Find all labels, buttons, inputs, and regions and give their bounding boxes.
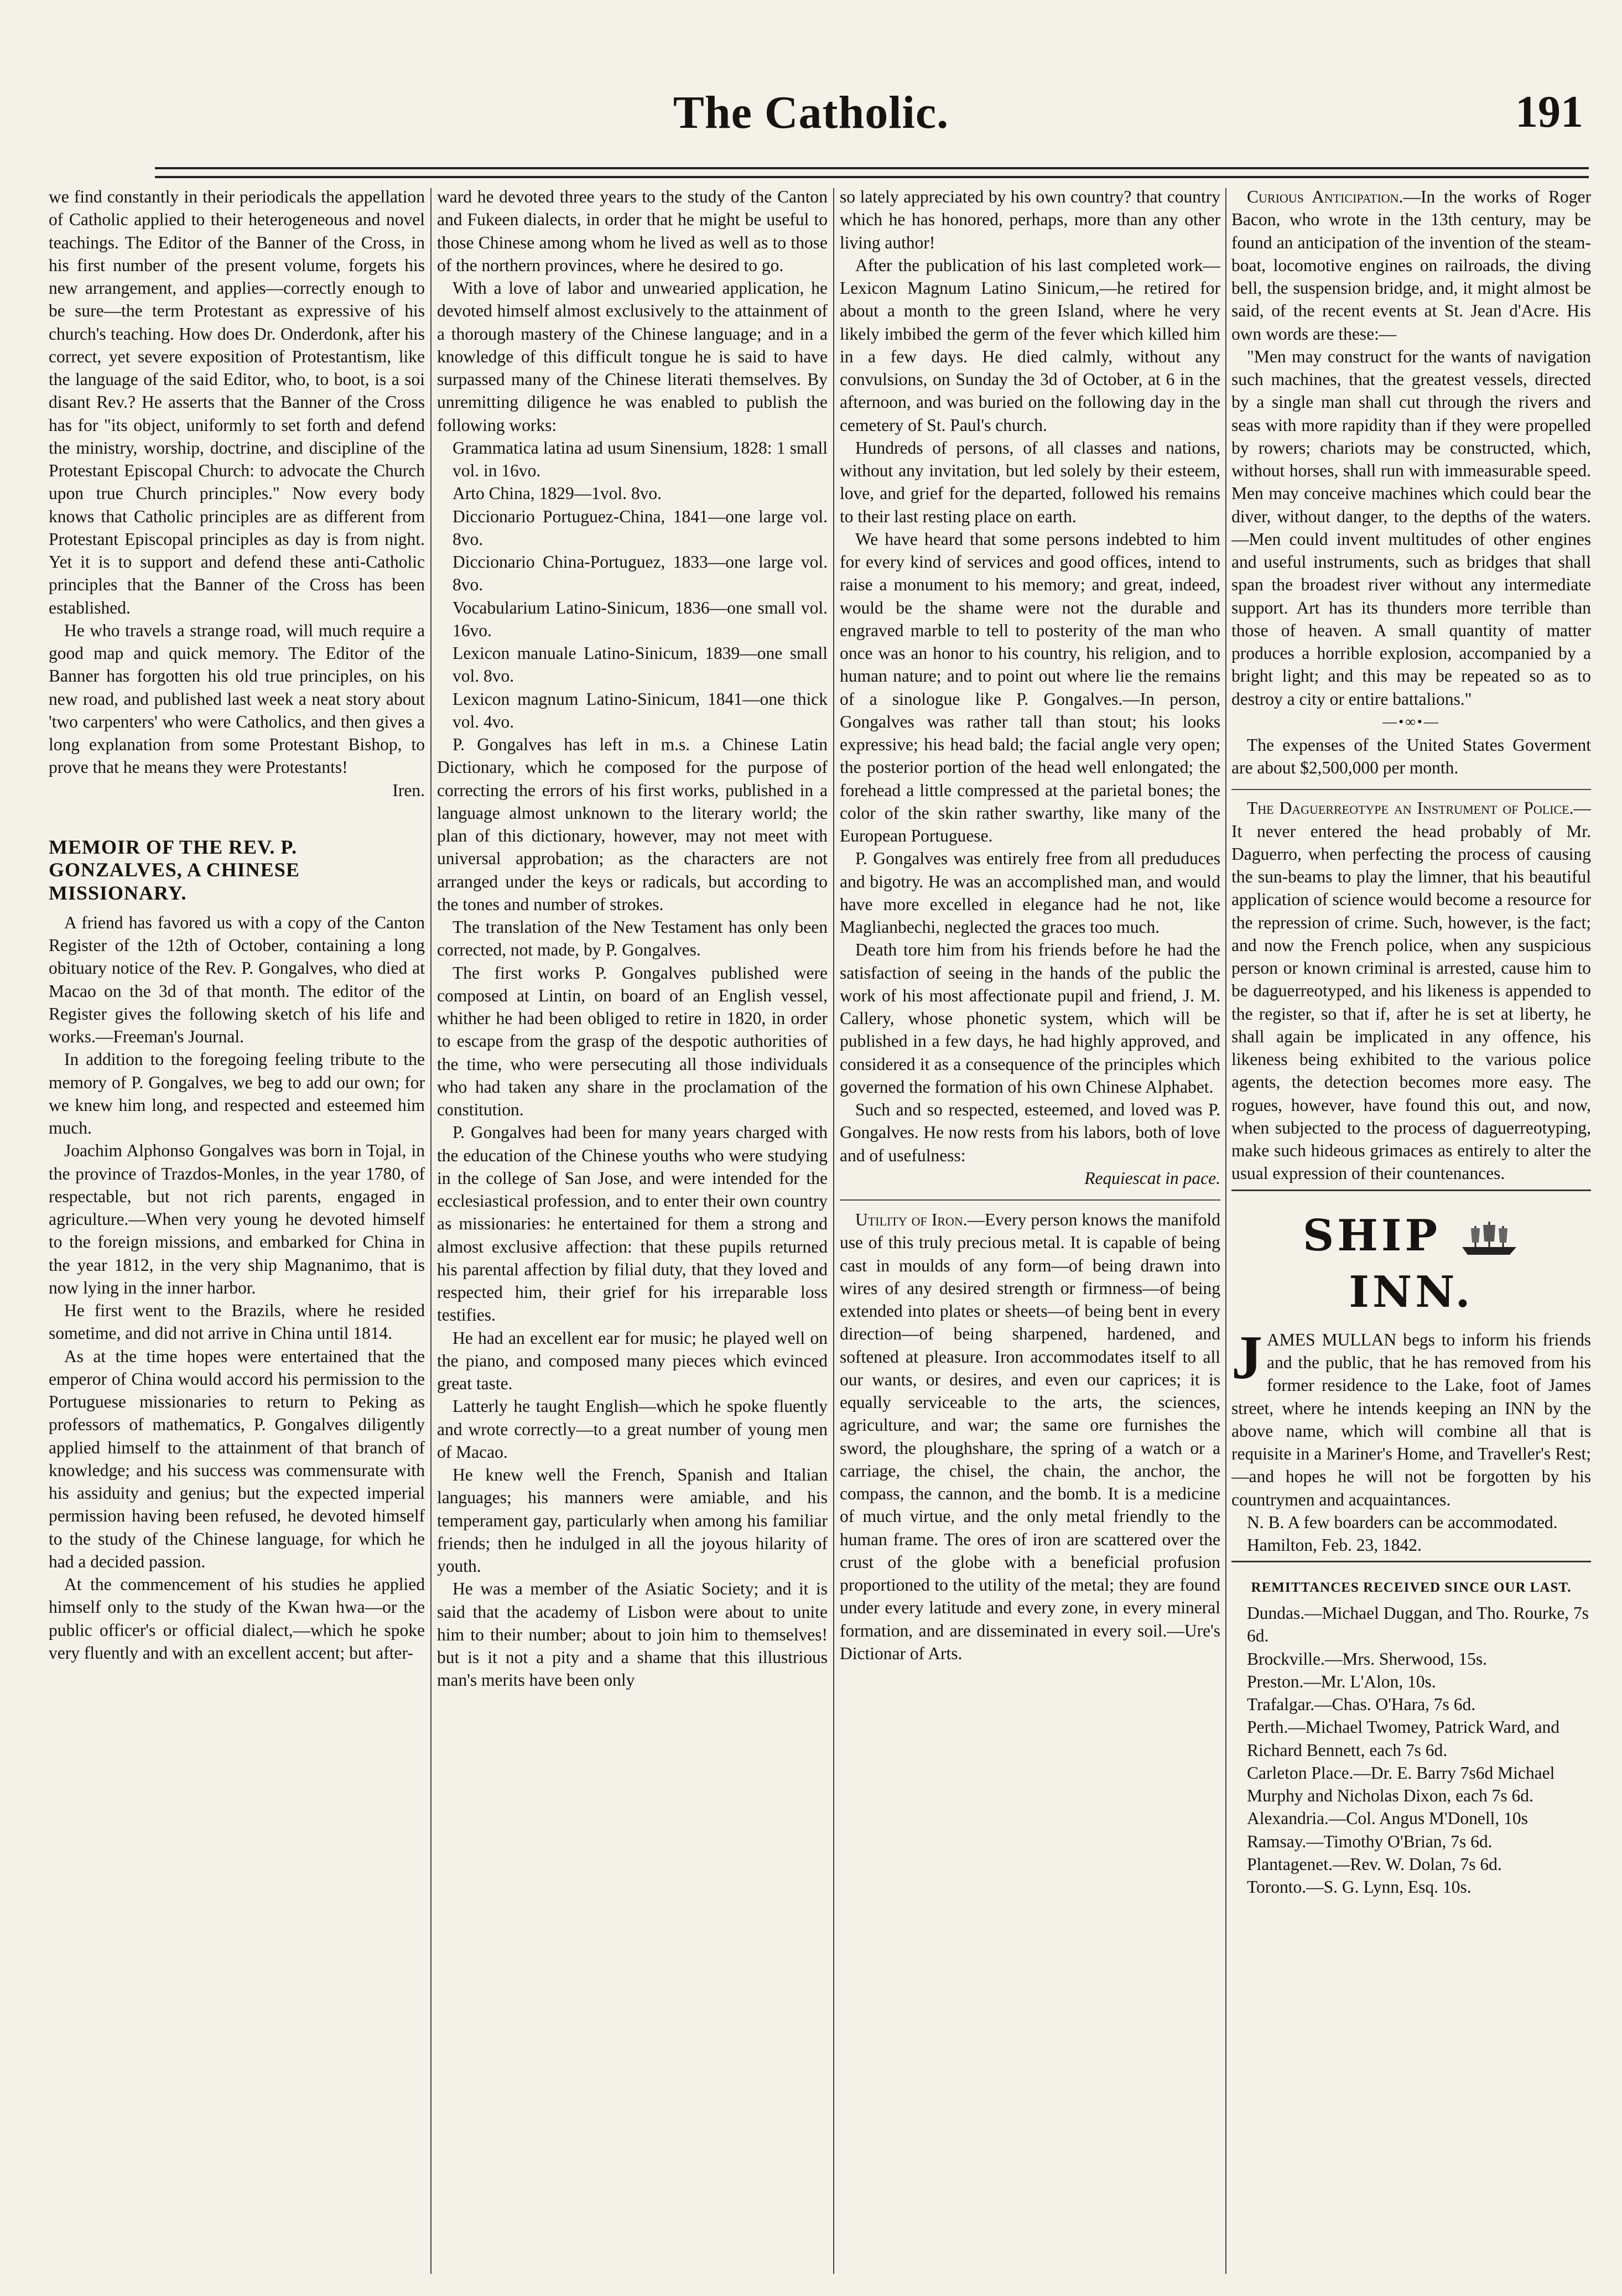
paragraph: He was a member of the Asiatic Society; and it is said that the academy of Lisbon were about to unite him to their number; about to join him to themselves! but is it not a pity and a shame that this illustrious man's merits have been only bbox=[437, 1579, 828, 1690]
paragraph: He knew well the French, Spanish and Italian languages; his manners were amiable, and his temperament gay, particularly when among his familiar friends; then he indulged in all the joyous hilarity of youth. bbox=[437, 1465, 828, 1576]
daguerre-text: —It never entered the head probably of Mr. Daguerro, when perfecting the process of causing the sun-beams to play the limner, that his beautiful application of science would become a resource for the repression of crime. Such, however, is the fact; and now the French police, when any suspicious person or known criminal is arrested, cause him to be daguerreotyped, and his likeness is appended to the register, so that if, after he is set at liberty, he shall again be implicated in any offence, his likeness being exhibited to the various police agents, the detection becomes more easy. The rogues, however, have found this out, and now, when subjected to the process of daguerreotyping, make such hideous grimaces as entirely to alter the usual expression of their countenances. bbox=[1231, 798, 1591, 1183]
ship-inn-title bbox=[1231, 1208, 1591, 1321]
paragraph: Latterly he taught English—which he spoke fluently and wrote correctly—to a great number of young men of Macao. bbox=[437, 1396, 828, 1462]
paragraph: At the commencement of his studies he applied himself only to the study of the Kwan hwa—or the public officer's or official dialect,—which he spoke very fluently and with an excellent accent; but after- bbox=[49, 1575, 425, 1663]
daguerreotype-article bbox=[1231, 797, 1591, 1185]
list-item: Grammatica latina ad usum Sinensium, 1828: 1 small vol. in 16vo. bbox=[453, 438, 828, 480]
ship-inn-title-right: INN. bbox=[1349, 1266, 1474, 1317]
header-rule bbox=[155, 167, 1589, 178]
paragraph: The translation of the New Testament has only been corrected, not made, by P. Gongalves. bbox=[437, 917, 828, 960]
inn-nb: N. B. A few boarders can be accommodated. bbox=[1247, 1512, 1558, 1532]
remittance-item: Perth.—Michael Twomey, Patrick Ward, and Richard Bennett, each 7s 6d. bbox=[1247, 1717, 1560, 1760]
daguerre-lead: The Daguerreotype an Instrument of Police. bbox=[1247, 798, 1574, 818]
paragraph: As at the time hopes were entertained that the emperor of China would accord his permission to the Portuguese missionaries to return to Peking as professors of mathematics, P. Gongalves diligently applied himself to the attainment of that branch of knowledge; and his success was commensurate with his assiduity and genius; but the expected imperial permission having been refused, he devoted himself to the study of the Chinese language, for which he had a decided passion. bbox=[49, 1346, 425, 1571]
divider bbox=[1231, 1189, 1591, 1191]
divider bbox=[1231, 1561, 1591, 1562]
remittance-item: Dundas.—Michael Duggan, and Tho. Rourke, 7s 6d. bbox=[1247, 1603, 1589, 1646]
signature: Iren. bbox=[392, 780, 425, 800]
works-list bbox=[437, 437, 828, 733]
ornament-separator: —•∞•— bbox=[1382, 713, 1440, 730]
iron-lead: Utility of Iron. bbox=[855, 1210, 968, 1229]
paragraph: P. Gongalves had been for many years charged with the education of the Chinese youths who were studying in the college of San Jose, and were intended for the ecclesiastical profession, and to enter their own country as missionaries: he entertained for them a strong and almost exclusive affection: that these pupils returned his parental affection by filial duty, that they loved and respected him, their grief for his irreparable loss testifies. bbox=[437, 1123, 828, 1325]
remittance-item: Carleton Place.—Dr. E. Barry 7s6d Michael Murphy and Nicholas Dixon, each 7s 6d. bbox=[1247, 1763, 1555, 1806]
paragraph: P. Gongalves was entirely free from all preduduces and bigotry. He was an accomplished man, and would have more excelled in elegance had he not, like Maglianbechi, neglected the graces too much. bbox=[840, 849, 1220, 937]
list-item: Arto China, 1829—1vol. 8vo. bbox=[453, 484, 662, 503]
divider bbox=[1231, 789, 1591, 790]
list-item: Diccionario Portuguez-China, 1841—one large vol. 8vo. bbox=[453, 506, 828, 549]
remittances-heading: REMITTANCES RECEIVED SINCE OUR LAST. bbox=[1251, 1580, 1572, 1596]
column-2 bbox=[437, 185, 828, 2282]
paragraph: We have heard that some persons indebted to him for every kind of services and good offices, intend to raise a monument to his memory; and great, indeed, would be the shame were not the durable and engraved marble to tell to posterity of the man who once was an honor to his country, his religion, and to human nature; and to point out where lie the remains of a sinologue like P. Gongalves.—In person, Gongalves was rather tall than stout; his looks expressive; his head bald; the facial angle very open; the posterior portion of the head well enlongated; the forehead a little compressed at the parietal bones; the color of the skin rather swarthy, like many of the European Portuguese. bbox=[840, 529, 1220, 845]
paragraph: A friend has favored us with a copy of the Canton Register of the 12th of October, containing a long obituary notice of the Rev. P. Gongalves, who died at Macao on the 3d of that month. The editor of the Register gives the following sketch of his life and works.—Freeman's Journal. bbox=[49, 912, 425, 1047]
expenses-note: The expenses of the United States Goverment are about $2,500,000 per month. bbox=[1231, 735, 1591, 778]
closing-line: Requiescat in pace. bbox=[1084, 1168, 1220, 1188]
columns bbox=[0, 185, 1622, 2282]
remittance-item: Alexandria.—Col. Angus M'Donell, 10s bbox=[1247, 1809, 1528, 1829]
memoir-heading: MEMOIR OF THE REV. P. GONZALVES, A CHINESE MISSIONARY. bbox=[49, 835, 300, 904]
remittance-item: Ramsay.—Timothy O'Brian, 7s 6d. bbox=[1247, 1831, 1493, 1851]
ship-inn-title-left: SHIP bbox=[1302, 1210, 1441, 1261]
column-3 bbox=[840, 185, 1220, 2282]
paragraph: With a love of labor and unwearied application, he devoted himself almost exclusively to the attainment of a thorough mastery of the Chinese language; and in a knowledge of this difficult tongue he is said to have surpassed many of the Chinese literati themselves. By unremitting diligence he was enabled to publish the following works: bbox=[437, 278, 828, 435]
inn-date: Hamilton, Feb. 23, 1842. bbox=[1247, 1535, 1422, 1555]
inn-advertisement bbox=[1231, 1323, 1591, 1511]
paragraph: Joachim Alphonso Gongalves was born in Tojal, in the province of Trazdos-Monles, in the year 1780, of respectable, but not rich parents, engaged in agriculture.—When very young he devoted himself to the foreign missions, and embarked for China in the year 1812, in the very ship Magnanimo, that is now lying in the inner harbor. bbox=[49, 1141, 425, 1297]
page-number: 191 bbox=[1515, 86, 1583, 137]
paragraph: ward he devoted three years to the study of the Canton and Fukeen dialects, in order that he might be useful to those Chinese among whom he lived as well as to those of the northern provinces, where he desired to go. bbox=[437, 187, 828, 275]
inn-text: AMES MULLAN begs to inform his friends and the public, that he has removed from his former residence to the Lake, foot of James street, where he intends keeping an INN by the above name, which will combine all that is requisite in a Mariner's Home, and Traveller's Rest;—and hopes he will not be forgotten by his countrymen and acquaintances. bbox=[1231, 1329, 1591, 1509]
curious-lead: Curious Anticipation. bbox=[1247, 187, 1403, 206]
list-item: Lexicon manuale Latino-Sinicum, 1839—one small vol. 8vo. bbox=[453, 643, 828, 686]
list-item: Lexicon magnum Latino-Sinicum, 1841—one thick vol. 4vo. bbox=[453, 689, 828, 731]
remittance-item: Toronto.—S. G. Lynn, Esq. 10s. bbox=[1247, 1877, 1472, 1897]
column-1 bbox=[49, 185, 425, 2282]
masthead bbox=[0, 75, 1622, 152]
iron-article bbox=[840, 1208, 1220, 1665]
paragraph: so lately appreciated by his own country? that country which he has honored, perhaps, more than any other living author! bbox=[840, 187, 1220, 252]
curious-text: —In the works of Roger Bacon, who wrote in the 13th century, may be found an anticipation of the invention of the steam-boat, locomotive engines on railroads, the diving bell, the suspension bridge, and, it might almost be said, of the recent events at St. Jean d'Acre. His own words are these:— bbox=[1231, 187, 1591, 344]
page-title: The Catholic. bbox=[673, 87, 949, 138]
drop-cap: J bbox=[1231, 1323, 1262, 1392]
ship-icon bbox=[1459, 1219, 1520, 1258]
paragraph: The first works P. Gongalves published were composed at Lintin, on board of an English vessel, whither he had been obliged to retire in 1820, in order to escape from the grasp of the despotic authorities of the time, who were persecuting all those individuals who had taken any share in the proclamation of the constitution. bbox=[437, 963, 828, 1119]
paragraph: we find constantly in their periodicals the appellation of Catholic applied to their heterogeneous and novel teachings. The Editor of the Banner of the Cross, in his first number of the present volume, forgets his new arrangement, and applies—correctly enough to be sure—the term Protestant as expressive of his church's teaching. How does Dr. Onderdonk, after his correct, yet severe exposition of Protestantism, like the language of the said Editor, who, to boot, is a soi disant Rev.? He asserts that the Banner of the Cross has for "its object, uniformly to set forth and defend the ministry, worship, doctrine, and discipline of the Protestant Episcopal Church: to advocate the Church upon true Church principles." Now every body knows that Catholic principles are as different from Protestant Episcopal principles as day is from night. Yet it is to support and defend these anti-Catholic principles that the Banner of the Cross has been established. bbox=[49, 187, 425, 617]
remittances-list bbox=[1231, 1602, 1591, 1898]
curious-article bbox=[1231, 185, 1591, 345]
remittance-item: Plantagenet.—Rev. W. Dolan, 7s 6d. bbox=[1247, 1854, 1502, 1874]
paragraph: In addition to the foregoing feeling tribute to the memory of P. Gongalves, we beg to add our own; for we knew him long, and respected and esteemed him much. bbox=[49, 1050, 425, 1138]
paragraph: P. Gongalves has left in m.s. a Chinese Latin Dictionary, which he composed for the purpose of correcting the errors of his first works, published in a language almost unknown to the literary world; the plan of this dictionary, however, may not meet with universal approbation; as the characters are not arranged under the keys or radicals, but according to the tones and number of strokes. bbox=[437, 735, 828, 914]
list-item: Diccionario China-Portuguez, 1833—one large vol. 8vo. bbox=[453, 552, 828, 595]
list-item: Vocabularium Latino-Sinicum, 1836—one small vol. 16vo. bbox=[453, 598, 828, 640]
paragraph: Such and so respected, esteemed, and loved was P. Gongalves. He now rests from his labors, both of love and of usefulness: bbox=[840, 1100, 1220, 1165]
remittance-item: Preston.—Mr. L'Alon, 10s. bbox=[1247, 1671, 1436, 1691]
paragraph: Hundreds of persons, of all classes and nations, without any invitation, but led solely by their esteem, love, and grief for the departed, followed his remains to their last resting place on earth. bbox=[840, 438, 1220, 526]
paragraph: After the publication of his last completed work—Lexicon Magnum Latino Sinicum,—he retired for about a month to the green Island, where he very likely imbibed the germ of the fever which killed him in a few days. He died calmly, without any convulsions, on Sunday the 3d of October, at 6 in the afternoon, and was buried on the following day in the cemetery of St. Paul's church. bbox=[840, 255, 1220, 435]
column-4 bbox=[1231, 185, 1591, 2282]
paragraph: Death tore him from his friends before he had the satisfaction of seeing in the hands of the public the work of his most affectionate pupil and friend, J. M. Callery, whose phonetic system, which will be published in a few days, he had highly approved, and considered it as a consequence of the principles which governed the formation of his own Chinese Alphabet. bbox=[840, 940, 1220, 1097]
iron-text: —Every person knows the manifold use of this truly precious metal. It is capable of being cast in moulds of any form—of being drawn into wires of any desired strength or firmness—of being extended into plates or sheets—of being bent in every direction—of being sharpened, hardened, and softened at pleasure. Iron accommodates itself to all our wants, or desires, and even our caprices; it is equally serviceable to the arts, the sciences, agriculture, and war; the same ore furnishes the sword, the ploughshare, the spring of a watch or a carriage, the chisel, the chain, the anchor, the compass, the cannon, and the bomb. It is a medicine of much virtue, and the only metal friendly to the human frame. The ores of iron are scattered over the crust of the globe with a beneficial profusion proportioned to the utility of the metal; they are found under every latitude and every zone, in every mineral formation, and are disseminated in every soil.—Ure's Dictionar of Arts. bbox=[840, 1210, 1220, 1663]
remittance-item: Trafalgar.—Chas. O'Hara, 7s 6d. bbox=[1247, 1695, 1476, 1715]
divider bbox=[840, 1199, 1220, 1201]
remittance-item: Brockville.—Mrs. Sherwood, 15s. bbox=[1247, 1649, 1487, 1669]
paragraph: He had an excellent ear for music; he played well on the piano, and composed many pieces which evinced great taste. bbox=[437, 1328, 828, 1393]
paragraph: He first went to the Brazils, where he resided sometime, and did not arrive in China until 1814. bbox=[49, 1301, 425, 1343]
paragraph: He who travels a strange road, will much require a good map and quick memory. The Editor of the Banner has forgotten his old true principles, on his new road, and published last week a neat story about 'two carpenters' who were Catholics, and then gives a long explanation from some Protestant Bishop, to prove that he means they were Protestants! bbox=[49, 620, 425, 777]
bacon-quote: "Men may construct for the wants of navigation such machines, that the greatest vessels, directed by a single man shall cut through the rivers and seas with more rapidity than if they were propelled by rowers; chariots may be constructed, which, without horses, shall run with immeasurable speed. Men may conceive machines which could bear the diver, without danger, to the depths of the waters.—Men could invent multitudes of other engines and useful instruments, such as bridges that shall span the broadest river without any intermediate support. Art has its thunders more terrible than those of heaven. A small quantity of matter produces a horrible explosion, accompanied by a bright light; and this may be repeated so as to destroy a city or entire battalions." bbox=[1231, 346, 1591, 709]
